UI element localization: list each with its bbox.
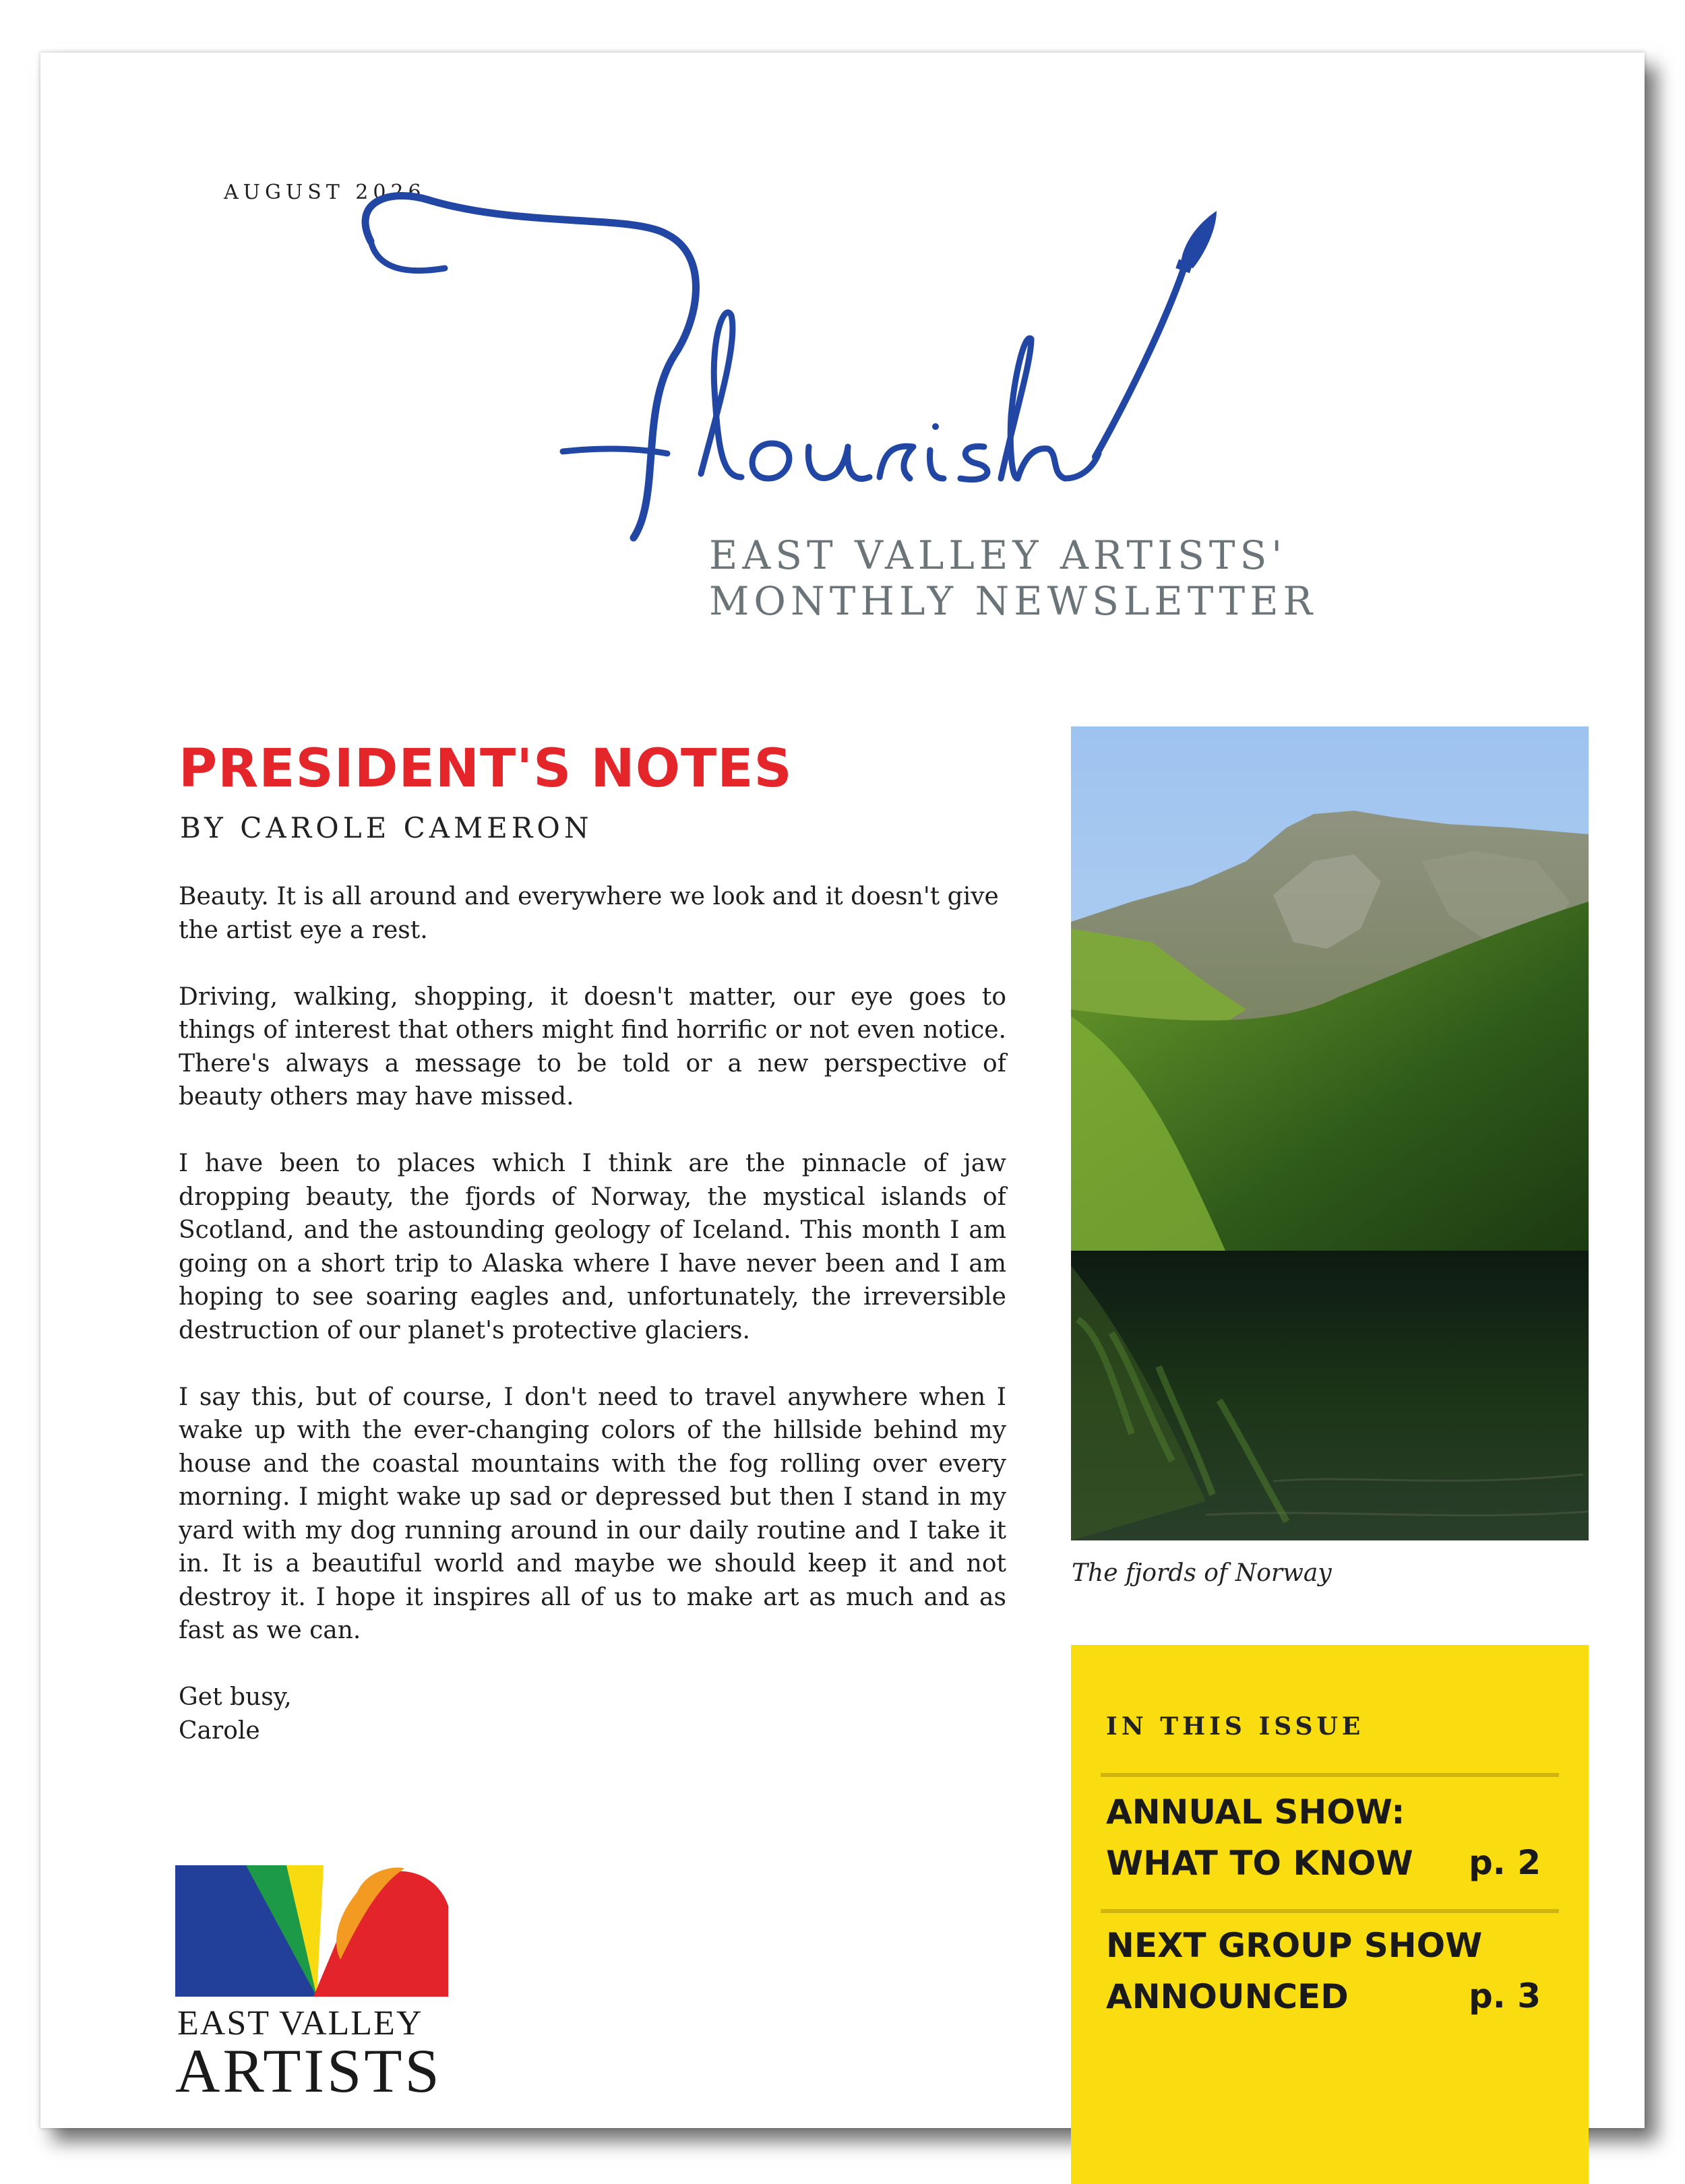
in-this-issue-box	[1071, 1645, 1589, 2184]
issue-item-page: p. 2	[1469, 1843, 1541, 1882]
signoff	[179, 1681, 1006, 1747]
subtitle-line1: EAST VALLEY ARTISTS'	[709, 532, 1287, 578]
byline: BY CAROLE CAMERON	[180, 811, 593, 844]
issue-item-title-line2: WHAT TO KNOW	[1106, 1844, 1413, 1883]
presidents-notes-title: PRESIDENT'S NOTES	[179, 739, 793, 799]
logo-text-east-valley: EAST VALLEY	[177, 2004, 423, 2042]
signoff-line1: Get busy,	[179, 1683, 292, 1711]
divider	[1101, 1909, 1559, 1913]
fjord-photo	[1071, 726, 1589, 1540]
signoff-name: Carole	[179, 1716, 260, 1745]
in-this-issue-heading: IN THIS ISSUE	[1106, 1712, 1365, 1741]
subtitle-line2: MONTHLY NEWSLETTER	[709, 578, 1318, 624]
article-body	[179, 880, 1006, 1747]
issue-item-title-line2: ANNOUNCED	[1106, 1977, 1349, 2016]
newsletter-page	[40, 53, 1645, 2128]
photo-caption: The fjords of Norway	[1072, 1559, 1332, 1587]
logo-text-artists: ARTISTS	[175, 2036, 442, 2105]
article-paragraph: Driving, walking, shopping, it doesn't matter, our eye goes to things of interest that others might find horrific or not even notice. There's always a message to be told or a new perspective of beauty others may have missed.	[179, 982, 1006, 1111]
issue-item-page: p. 3	[1469, 1976, 1541, 2016]
issue-date: AUGUST 2026	[224, 181, 426, 204]
article-paragraph: Beauty. It is all around and everywhere we look and it doesn't give the artist eye a rest.	[179, 883, 999, 944]
east-valley-artists-logo-icon	[175, 1865, 458, 2000]
issue-item-group-show[interactable]	[1071, 1920, 1589, 2041]
masthead-logo	[350, 187, 1240, 578]
issue-item-title-line1: NEXT GROUP SHOW	[1106, 1926, 1483, 1965]
issue-item-title-line1: ANNUAL SHOW:	[1106, 1792, 1405, 1832]
article-paragraph: I have been to places which I think are the pinnacle of jaw dropping beauty, the fjords of Norway, the mystical islands of Scotland, and the astounding geology of Iceland. This month I am going on a short trip to Alaska where I have never been and I am hoping to see soaring eagles and, unfortunately, the irreversible destruction of our planet's protective glaciers.	[179, 1150, 1006, 1344]
article-paragraph: I say this, but of course, I don't need to travel anywhere when I wake up with the ever-changing colors of the hillside behind my house and the coastal mountains with the fog rolling over every morning. I might wake up sad or depressed but then I stand in my yard with my dog running around in our daily routine and I take it in. It is a beautiful world and maybe we should keep it and not destroy it. I hope it inspires all of us to make art as much and as fast as we can.	[179, 1383, 1006, 1644]
masthead-subtitle	[709, 532, 1317, 624]
divider	[1101, 1773, 1559, 1777]
issue-item-annual-show[interactable]	[1071, 1786, 1589, 1908]
